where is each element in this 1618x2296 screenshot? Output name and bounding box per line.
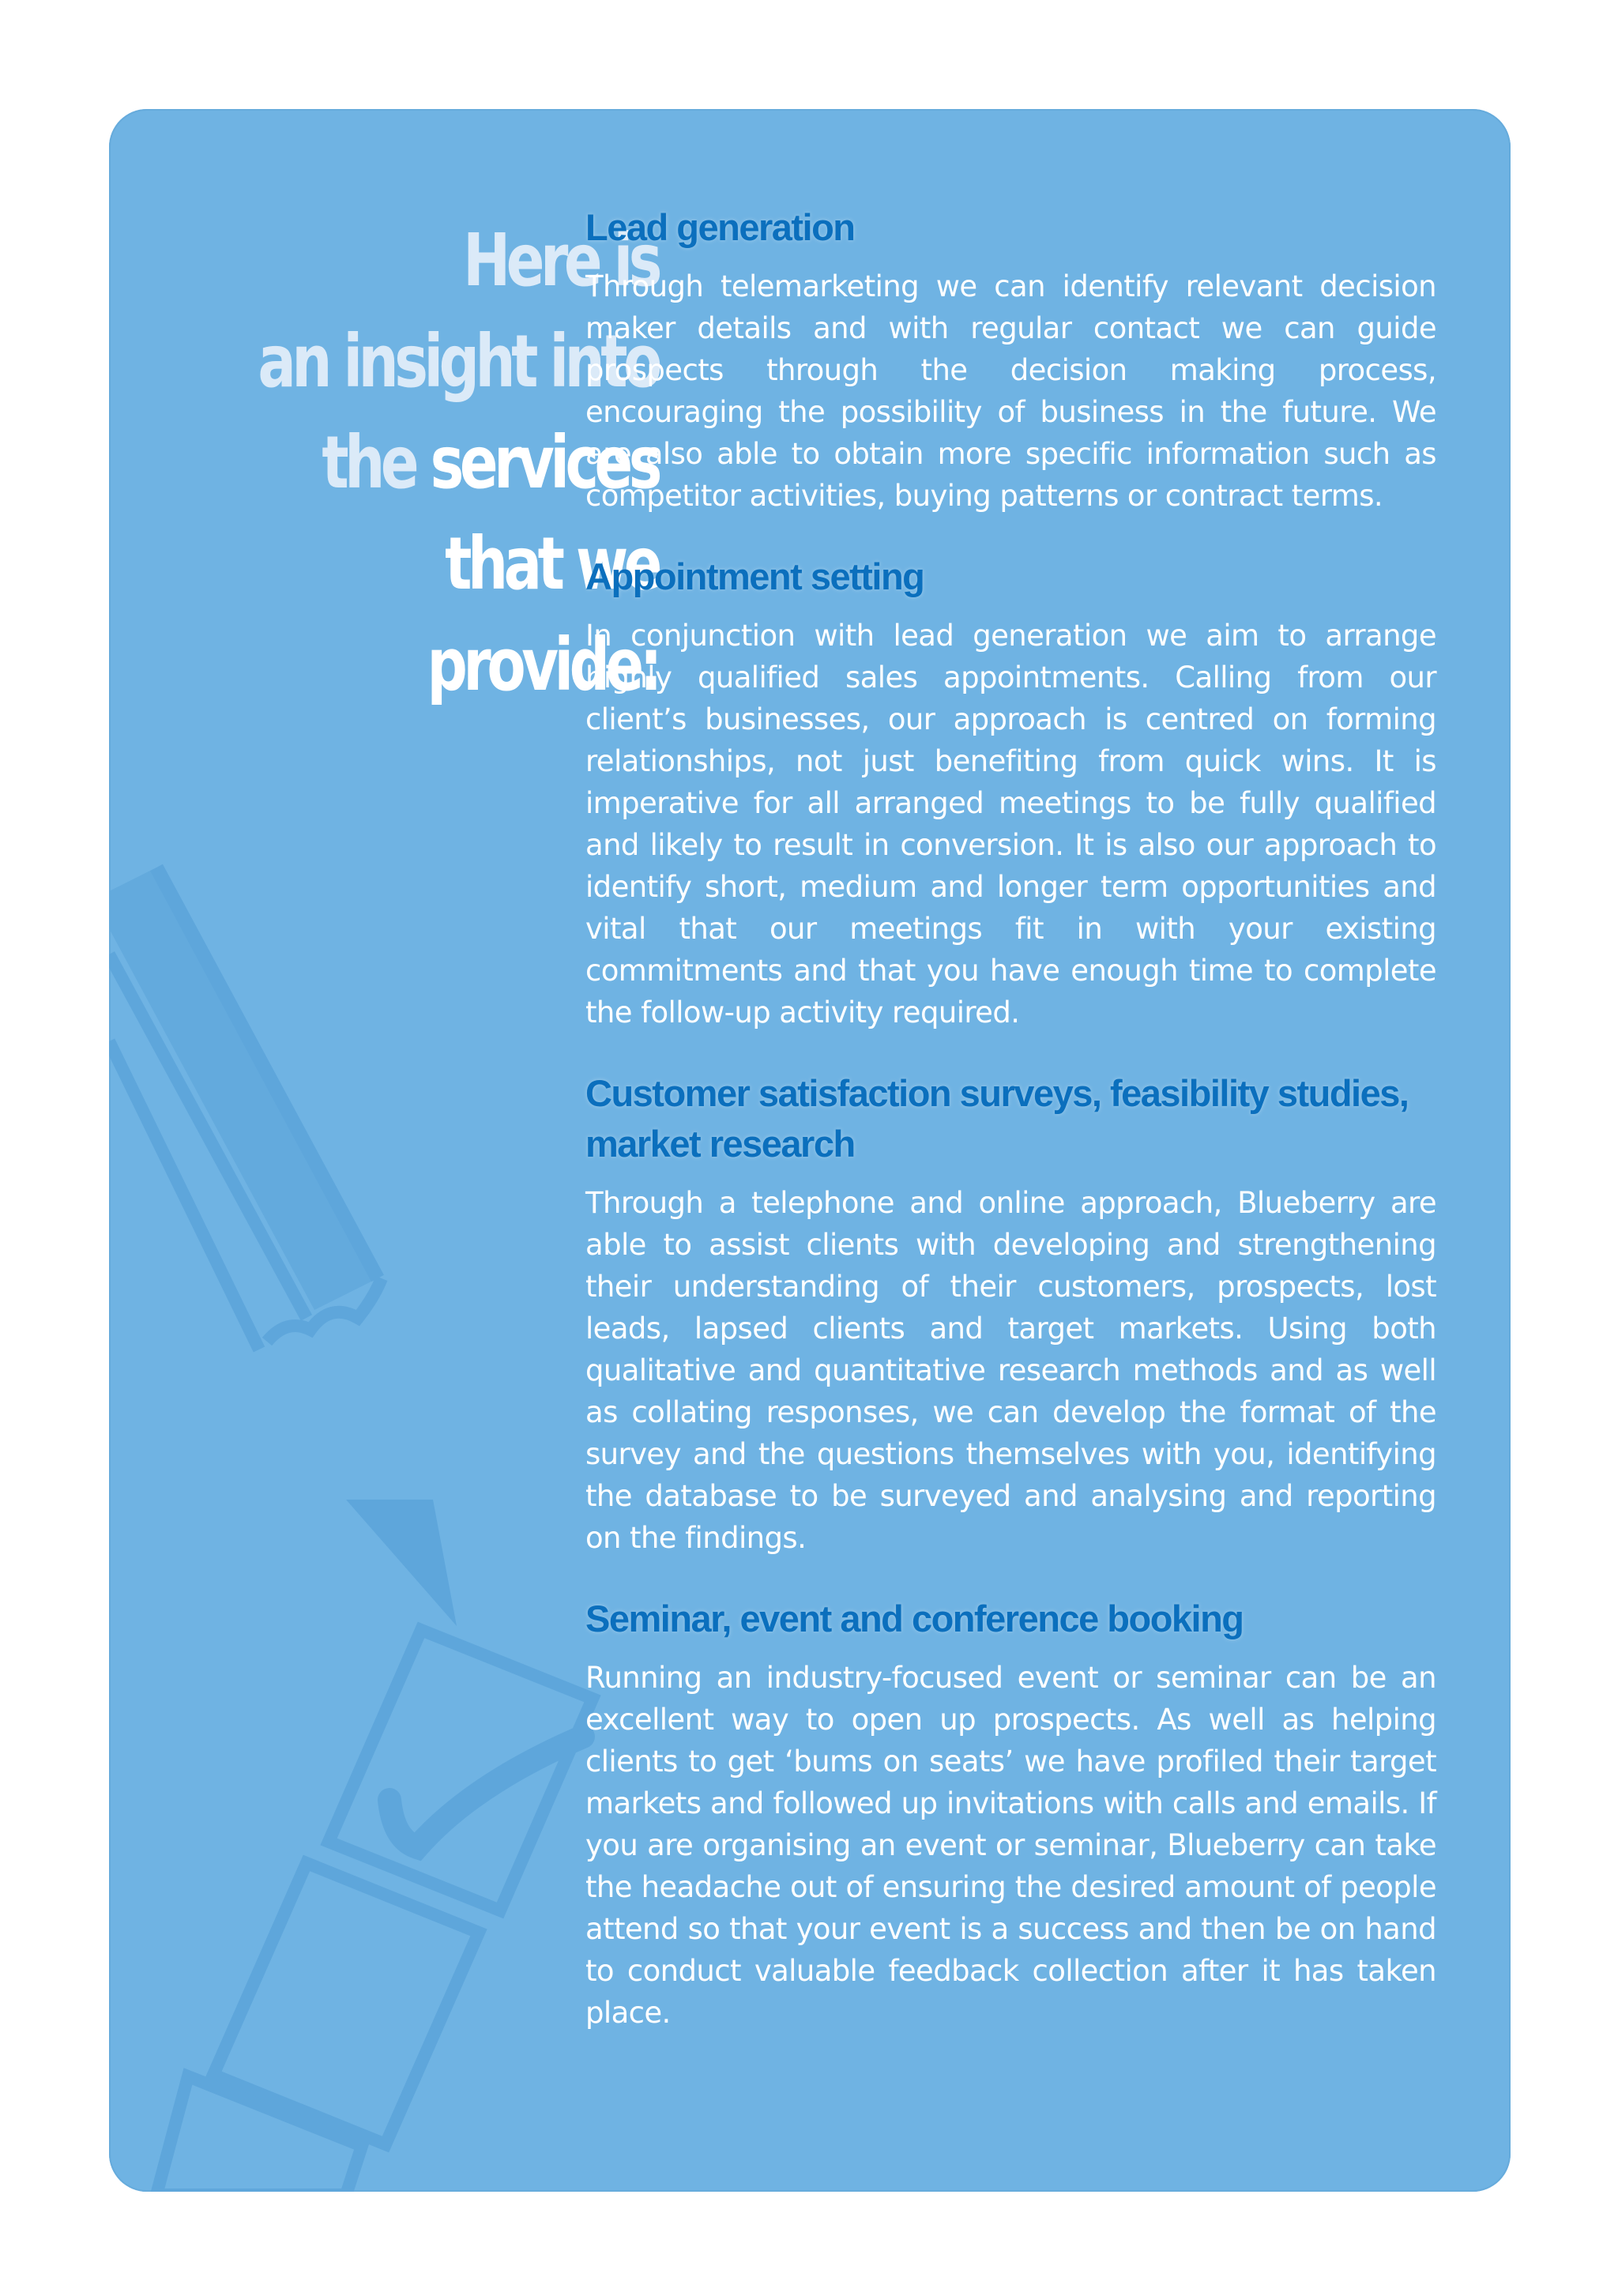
section-seminar-booking <box>585 1594 1436 2034</box>
section-heading: Appointment setting <box>585 555 924 597</box>
tagline-line-5: provide: <box>427 623 658 707</box>
section-appointment-setting <box>585 551 1436 1033</box>
checkbox-checked-icon <box>329 1630 593 1910</box>
section-heading: Customer satisfaction surveys, feasibility studies, market research <box>585 1072 1409 1165</box>
tagline-line-4: that we <box>445 521 658 606</box>
section-body: Through telemarketing we can identify relevant decision maker details and with regular contact we can guide prospects through the decision making process, encouraging the possibility of business in the future. We are also able to obtain more specific information such as competitor activities, buying patterns or contract terms. <box>585 269 1436 513</box>
section-body: Running an industry-focused event or seminar can be an excellent way to open up prospects. As well as helping clients to get ‘bums on seats’ we have profiled their target markets and followed up invitations with calls and emails. If you are organising an event or seminar, Blueberry can take the headache out of ensuring the desired amount of people attend so that your event is a success and then be on hand to conduct valuable feedback collection after it has taken place. <box>585 1661 1436 2030</box>
checkbox-icon <box>156 1863 479 2192</box>
tagline-line-3b: services <box>430 420 658 505</box>
section-customer-surveys <box>585 1068 1436 1559</box>
tagline-line-1: Here is <box>463 218 658 303</box>
section-heading: Seminar, event and conference booking <box>585 1598 1244 1639</box>
services-content <box>585 202 1436 2068</box>
section-body: Through a telephone and online approach, Blueberry are able to assist clients with developing and strengthening their understanding of their customers, prospects, lost leads, lapsed clients and target markets. Using both qualitative and quantitative research methods and as well as collating responses, we can develop the format of the survey and the questions themselves with you, identifying the database to be surveyed and analysing and reporting on the findings. <box>585 1186 1436 1555</box>
tagline-line-3a: the <box>322 420 416 505</box>
tagline-line-2: an insight into <box>258 319 658 404</box>
services-panel <box>109 109 1511 2192</box>
section-heading: Lead generation <box>585 206 855 248</box>
pencil-icon <box>109 868 457 1626</box>
section-lead-generation <box>585 202 1436 517</box>
section-body: In conjunction with lead generation we aim to arrange highly qualified sales appointments. Calling from our client’s businesses, our approach is centred on forming relationships, not just benefiting from quick wins. It is imperative for all arranged meetings to be fully qualified and likely to result in conversion. It is also our approach to identify short, medium and longer term opportunities and vital that our meetings fit in with your existing commitments and that you have enough time to complete the follow-up activity required. <box>585 619 1436 1029</box>
